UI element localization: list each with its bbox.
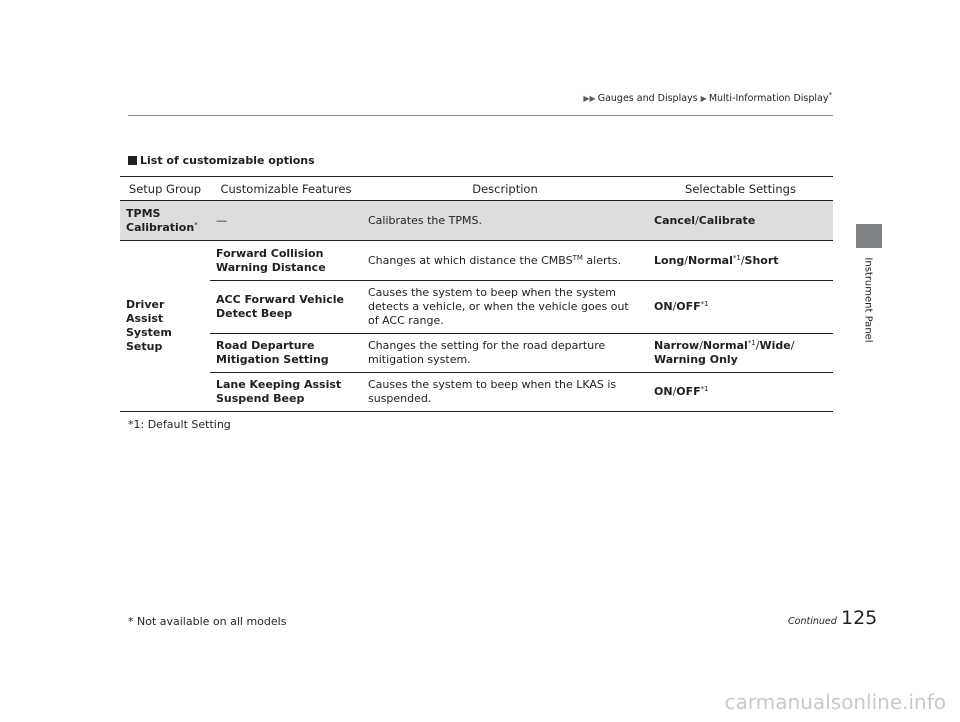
header-description: Description [362,177,648,201]
setting-warning-only: Warning Only [654,353,738,366]
description-lkas-beep: Causes the system to beep when the LKAS is suspended. [362,373,648,412]
setting-separator: / [695,213,699,227]
chapter-tab-marker [856,224,882,248]
setting-separator: / [699,339,703,352]
group-tpms [120,201,210,241]
setting-separator: / [755,339,760,352]
breadcrumb-item-mid[interactable]: Multi-Information Display [708,93,829,104]
feature-lkas-beep: Lane Keeping Assist Suspend Beep [210,373,362,412]
setting-normal: Normal [702,339,748,352]
header-customizable-features: Customizable Features [210,177,362,201]
trademark-mark: TM [572,253,583,262]
settings-road-departure [648,334,833,373]
setting-short: Short [744,253,779,267]
setting-on: ON [654,385,673,398]
feature-forward-collision: Forward Collision Warning Distance [210,241,362,281]
feature-acc-beep: ACC Forward Vehicle Detect Beep [210,281,362,334]
default-mark: *1 [732,253,741,262]
breadcrumb-arrow-icon: ▶ [700,94,707,103]
table-row-acc-beep [120,281,833,334]
breadcrumb-arrow-icon: ▶▶ [583,94,596,103]
header-setup-group: Setup Group [120,177,210,201]
breadcrumb-asterisk: * [828,91,832,99]
default-mark: *1 [700,300,709,308]
group-driver-assist: Driver Assist System Setup [120,241,210,412]
setting-long: Long [654,253,685,267]
section-heading [128,154,315,167]
feature-tpms: — [210,201,362,241]
setting-separator: / [790,339,795,352]
setting-separator: / [684,253,688,267]
table-header-row [120,177,833,201]
default-setting-footnote: *1: Default Setting [128,418,231,431]
settings-lkas-beep [648,373,833,412]
breadcrumb [583,93,832,104]
table-row-forward-collision [120,241,833,281]
customizable-options-table [120,176,833,412]
settings-acc-beep [648,281,833,334]
header-selectable-settings: Selectable Settings [648,177,833,201]
setting-on: ON [654,300,673,313]
description-text: Changes at which distance the CMBS [368,253,573,267]
setting-wide: Wide [759,339,791,352]
table-row-road-departure [120,334,833,373]
table-row-tpms [120,201,833,241]
setting-separator: / [672,385,677,398]
description-text-end: alerts. [582,253,622,267]
description-acc-beep: Causes the system to beep when the system detects a vehicle, or when the vehicle goes out of ACC range. [362,281,648,334]
group-tpms-mark: * [194,220,198,229]
square-bullet-icon [128,156,137,165]
settings-tpms [648,201,833,241]
page-number: 125 [841,607,878,629]
description-forward-collision [362,241,648,281]
feature-road-departure: Road Departure Mitigation Setting [210,334,362,373]
default-mark: *1 [747,339,756,347]
default-mark: *1 [700,385,709,393]
description-road-departure: Changes the setting for the road departure mitigation system. [362,334,648,373]
group-tpms-label: TPMS Calibration [126,206,195,234]
availability-note: * Not available on all models [128,615,287,628]
description-tpms: Calibrates the TPMS. [362,201,648,241]
setting-cancel: Cancel [654,213,696,227]
setting-normal: Normal [688,253,733,267]
setting-off: OFF [676,300,701,313]
header-rule [128,115,833,116]
table-row-lkas-beep [120,373,833,412]
setting-separator: / [672,300,677,313]
setting-narrow: Narrow [654,339,700,352]
setting-calibrate: Calibrate [698,213,756,227]
continued-label: Continued [788,616,837,627]
setting-off: OFF [676,385,701,398]
chapter-side-label: Instrument Panel [862,257,874,343]
watermark-text: carmanualsonline.info [724,690,946,714]
breadcrumb-item-gauges[interactable]: Gauges and Displays [597,93,698,104]
section-heading-text: List of customizable options [140,154,315,167]
settings-forward-collision [648,241,833,281]
setting-separator: / [740,253,745,267]
